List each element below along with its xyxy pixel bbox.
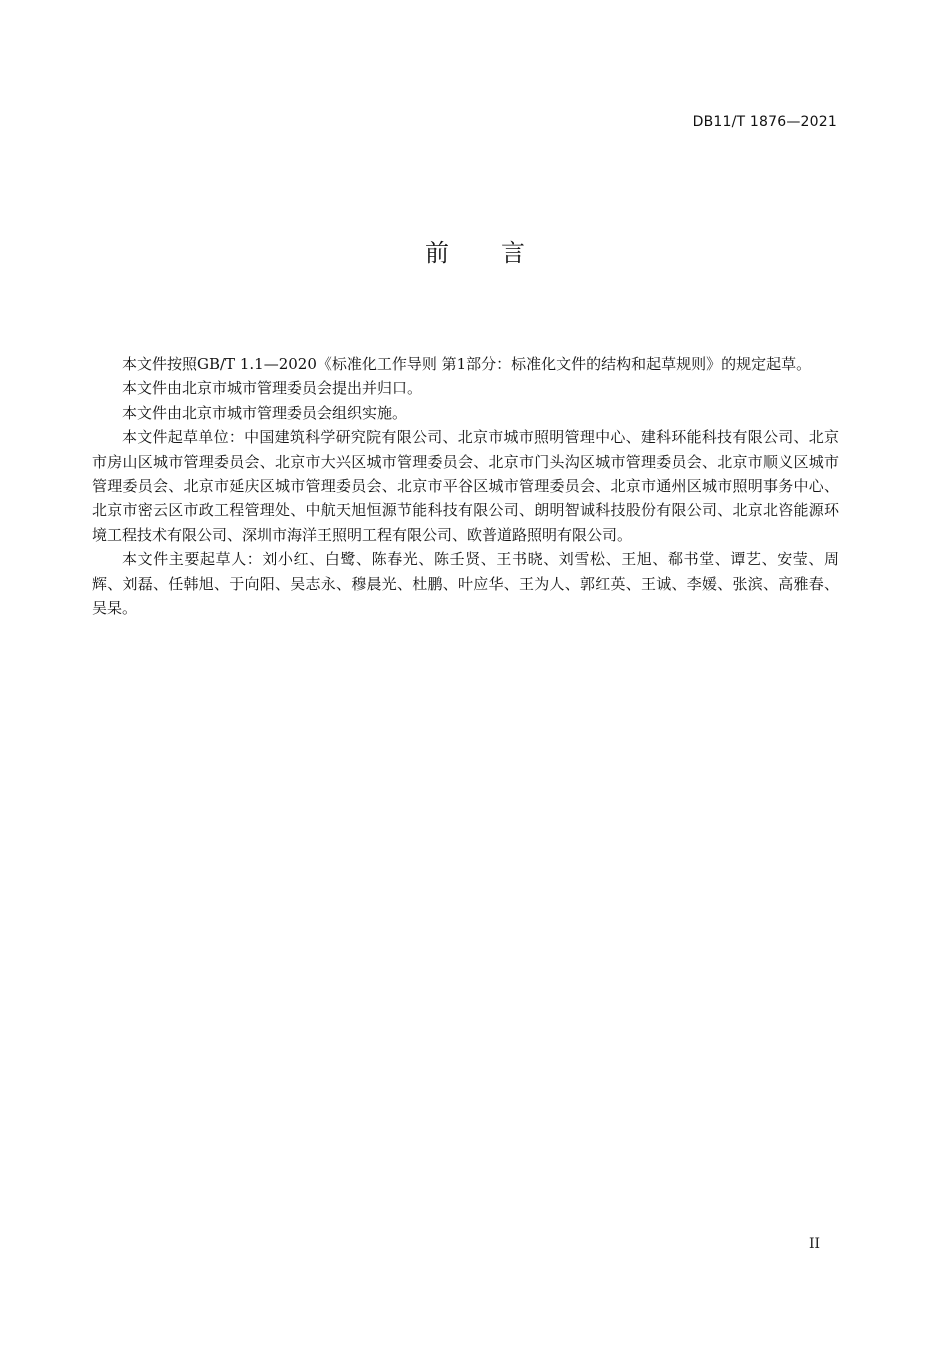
paragraph-drafting-units: 本文件起草单位：中国建筑科学研究院有限公司、北京市城市照明管理中心、建科环能科技有限公司、北京市房山区城市管理委员会、北京市大兴区城市管理委员会、北京市门头沟区城市管理委员会、北京市顺义区城市管理委员会、北京市延庆区城市管理委员会、北京市平谷区城市管理委员会、北京市通州区城市照明事务中心、北京市密云区市政工程管理处、中航天旭恒源节能科技有限公司、朗明智诚科技股份有限公司、北京北咨能源环境工程技术有限公司、深圳市海洋王照明工程有限公司、欧普道路照明有限公司。 — [92, 428, 839, 544]
paragraph-drafting-rules: 本文件按照GB/T 1.1—2020《标准化工作导则 第1部分：标准化文件的结构和起草规则》的规定起草。 — [122, 355, 812, 373]
paragraph-drafters: 本文件主要起草人：刘小红、白鹭、陈春光、陈壬贤、王书晓、刘雪松、王旭、郗书堂、谭艺、安莹、周辉、刘磊、任韩旭、于向阳、吴志永、穆晨光、杜鹏、叶应华、王为人、郭红英、王诚、李媛、张滨、高雅春、吴杲。 — [92, 550, 839, 618]
page-title: 前言 — [425, 239, 577, 267]
document-number: DB11/T 1876—2021 — [692, 114, 837, 130]
foreword-body — [92, 352, 839, 620]
paragraph-implementer: 本文件由北京市城市管理委员会组织实施。 — [122, 403, 408, 422]
paragraph-proposer: 本文件由北京市城市管理委员会提出并归口。 — [122, 379, 423, 398]
page-number: II — [808, 1236, 820, 1252]
